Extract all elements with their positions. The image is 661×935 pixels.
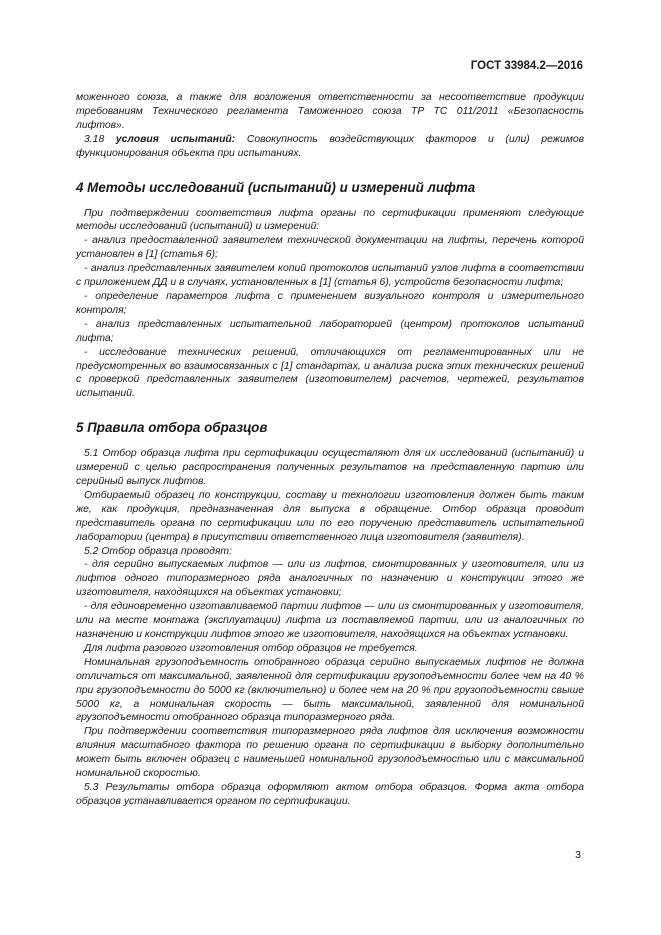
standard-header: ГОСТ 33984.2—2016 <box>470 60 583 72</box>
page-number: 3 <box>575 849 581 861</box>
section-4-paragraph: - определение параметров лифта с применением визуального контроля и измерительного контроля; <box>76 290 584 316</box>
term-definition: Совокупность воздействующих факторов и (или) режимов функционирования объекта при испытаниях. <box>76 133 585 159</box>
term-3-18 <box>76 133 584 161</box>
section-4-paragraph: - анализ представленных заявителем копий протоколов испытаний узлов лифта в соответствии с приложением ДД и в случаях, установленных в [1] (статья 6), устройств безопасности лифта; <box>76 263 584 289</box>
intro-paragraph: моженного союза, а также для возложения ответственности за несоответствие продукции требованиям Технического регламента Таможенного союза ТР ТС 011/2011 «Безопасность лифтов». <box>76 92 584 131</box>
section-4-paragraph: - анализ представленных испытательной лабораторией (центром) протоколов испытаний лифта; <box>76 318 584 344</box>
section-4-paragraph: - анализ предоставленной заявителем технической документации на лифты, перечень которой установлен в [1] (статья 6); <box>76 235 584 261</box>
section-5-paragraph: 5.1 Отбор образца лифта при сертификации осуществляют для их исследований (испытаний) и измерений с целью распространения полученных результатов на представленную партию или серийный выпуск лифтов. <box>76 448 584 488</box>
section-5-paragraph: 5.2 Отбор образца проводят: <box>84 545 232 557</box>
section-5-heading: 5 Правила отбора образцов <box>76 420 268 436</box>
section-5-paragraph: Для лифта разового изготовления отбор образцов не требуется. <box>84 642 418 654</box>
document-body <box>76 91 584 809</box>
section-4-paragraph: При подтверждении соответствия лифта органы по сертификации применяют следующие методы исследований (испытаний) и измерений: <box>76 207 584 233</box>
section-5-paragraph: Номинальная грузоподъемность отобранного образца серийно выпускаемых лифтов не должна отличаться от максимальной, заявленной для сертификации грузоподъемности более чем на 40 % при грузоподъемности до 5000 кг (включительно) и более чем на 20 % при грузоподъемности свыше 5000 кг, а номинальная скорость — быть максимальной, заявленной для номинальной грузоподъемности отобранного образца типоразмерного ряда. <box>76 656 584 724</box>
section-5-paragraph: Отбираемый образец по конструкции, составу и технологии изготовления должен быть таким же, как продукция, предназначенная для выпуска в обращение. Отбор образца проводит представитель органа по сертификации или по его поручению представитель испытательной лаборатории (центра) в присутствии ответственного лица изготовителя (заявителя). <box>76 489 584 543</box>
section-5-paragraph: 5.3 Результаты отбора образца оформляют актом отбора образцов. Форма акта отбора образцов устанавливается органом по сертификации. <box>76 781 584 807</box>
term-number: 3.18 <box>84 133 105 145</box>
section-4-heading: 4 Методы исследований (испытаний) и измерений лифта <box>76 179 476 195</box>
term-name: условия испытаний: <box>115 133 236 145</box>
section-5-paragraph: - для единовременно изготавливаемой партии лифтов — или из смонтированных у изготовителя, или на месте монтажа (эксплуатации) лифта из поставляемой партии, или из аналогичных по назначению и конструкции лифтов этого же изготовителя, находящихся на объектах установки. <box>76 601 584 640</box>
section-5-paragraph: - для серийно выпускаемых лифтов — или из лифтов, смонтированных у изготовителя, или из лифтов одного типоразмерного ряда аналогичных по назначению и конструкции этого же изготовителя, находящихся на объектах установки; <box>76 559 584 599</box>
section-5-paragraph: При подтверждении соответствия типоразмерного ряда лифтов для исключения возможности влияния масштабного фактора по решению органа по сертификации в выборку дополнительно может быть включен образец с наименьшей номинальной грузоподъемностью или с максимальной номинальной скоростью. <box>76 726 584 780</box>
section-4-paragraph: - исследование технических решений, отличающихся от регламентированных или не предусмотренных во взаимосвязанных с [1] стандартах, и анализа риска этих технических решений с проверкой представленных заявителем (изготовителем) расчетов, чертежей, результатов испытаний. <box>76 346 584 400</box>
